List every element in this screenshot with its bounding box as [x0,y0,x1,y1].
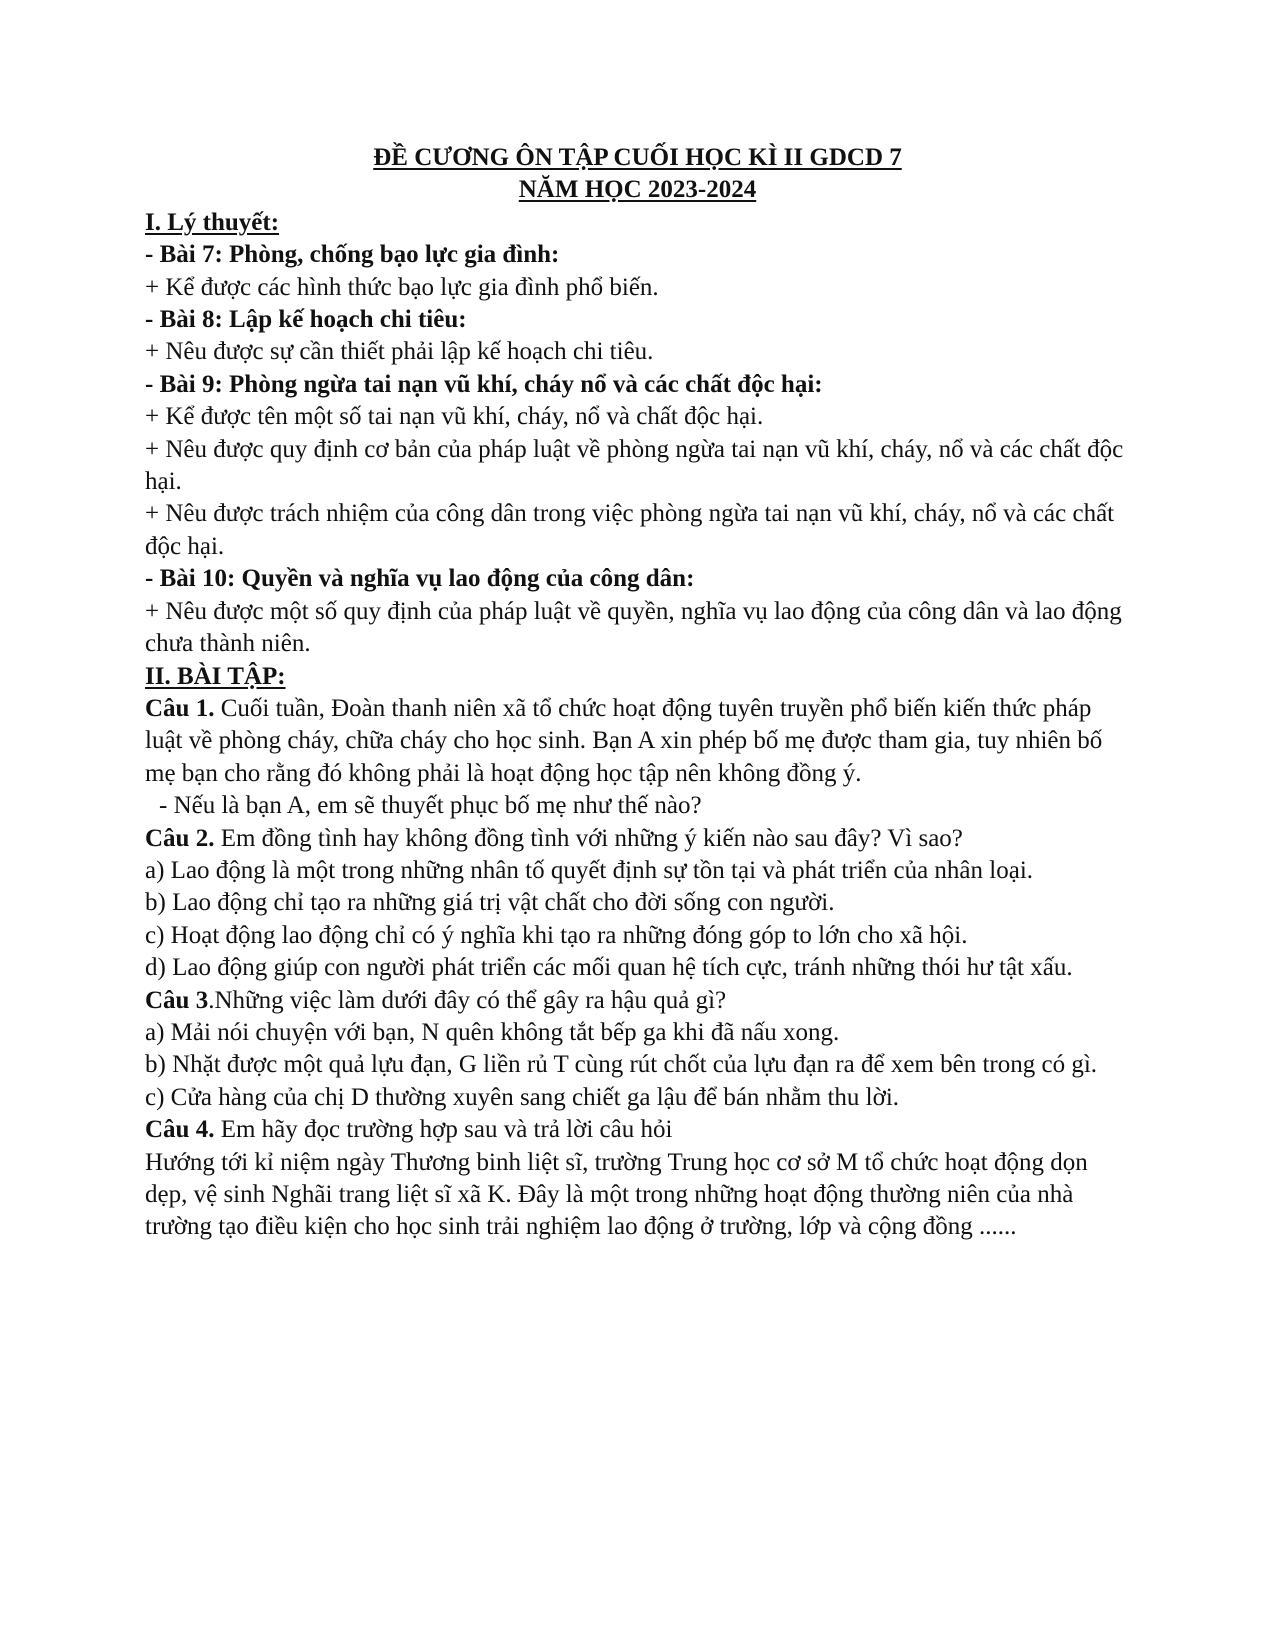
question-1-label: Câu 1. [145,694,215,722]
question-2-item-d: d) Lao động giúp con người phát triển các mối quan hệ tích cực, tránh những thói hư tật xấu. [145,954,1073,982]
lesson-8-point-1: + Nêu được sự cần thiết phải lập kế hoạch chi tiêu. [145,338,654,366]
question-2-item-b: b) Lao động chỉ tạo ra những giá trị vật chất cho đời sống con người. [145,889,835,917]
theory-heading: I. Lý thuyết: [145,208,280,236]
question-4 [145,1114,1130,1146]
question-3 [145,985,1130,1017]
lesson-10-point-1: + Nêu được một số quy định của pháp luật về quyền, nghĩa vụ lao động của công dân và lao động chưa thành niên. [145,597,1122,658]
lesson-9-point-1: + Kể được tên một số tai nạn vũ khí, cháy, nổ và chất độc hại. [145,403,764,431]
question-4-label: Câu 4. [145,1116,215,1144]
document-title-line-2: NĂM HỌC 2023-2024 [518,176,757,204]
question-1 [145,693,1130,790]
lesson-9-point-3: + Nêu được trách nhiệm của công dân trong việc phòng ngừa tai nạn vũ khí, cháy, nổ và các chất độc hại. [145,500,1115,560]
lesson-7-title: - Bài 7: Phòng, chống bạo lực gia đình: [145,241,560,269]
lesson-8-title: - Bài 8: Lập kế hoạch chi tiêu: [145,306,467,334]
question-4-passage: Hướng tới kỉ niệm ngày Thương binh liệt sĩ, trường Trung học cơ sở M tổ chức hoạt động dọn dẹp, vệ sinh Nghãi trang liệt sĩ xã K. Đây là một trong những hoạt động thường niên của nhà trường tạo điều kiện cho học sinh trải nghiệm lao động ở trường, lớp và cộng đồng ...... [145,1148,1088,1241]
question-2-item-a: a) Lao động là một trong những nhân tố quyết định sự tồn tại và phát triển của nhân loại. [145,856,1034,884]
question-1-text: Cuối tuần, Đoàn thanh niên xã tổ chức hoạt động tuyên truyền phổ biến kiến thức pháp luật về phòng cháy, chữa cháy cho học sinh. Bạn A xin phép bố mẹ được tham gia, tuy nhiên bố mẹ bạn cho rằng đó không phải là hoạt động học tập nên không đồng ý. [145,694,1103,787]
exercises-heading: II. BÀI TẬP: [145,662,286,690]
lesson-10-title: - Bài 10: Quyền và nghĩa vụ lao động của công dân: [145,565,695,593]
question-3-item-b: b) Nhặt được một quả lựu đạn, G liền rủ T cùng rút chốt của lựu đạn ra để xem bên trong có gì. [145,1051,1098,1079]
question-3-item-c: c) Cửa hàng của chị D thường xuyên sang chiết ga lậu để bán nhằm thu lời. [145,1083,900,1111]
question-2-label: Câu 2. [145,824,215,852]
lesson-9-title: - Bài 9: Phòng ngừa tai nạn vũ khí, cháy nổ và các chất độc hại: [145,370,823,398]
document-page [145,142,1130,1244]
question-4-text: Em hãy đọc trường hợp sau và trả lời câu hỏi [214,1116,673,1144]
document-title-line-1: ĐỀ CƯƠNG ÔN TẬP CUỐI HỌC KÌ II GDCD 7 [373,144,902,171]
lesson-9-point-2: + Nêu được quy định cơ bản của pháp luật về phòng ngừa tai nạn vũ khí, cháy, nổ và các chất độc hại. [145,435,1124,496]
question-2 [145,823,1130,855]
question-3-item-a: a) Mải nói chuyện với bạn, N quên không tắt bếp ga khi đã nấu xong. [145,1018,840,1046]
lesson-7-point-1: + Kể được các hình thức bạo lực gia đình phổ biến. [145,273,659,301]
question-2-item-c: c) Hoạt động lao động chỉ có ý nghĩa khi tạo ra những đóng góp to lớn cho xã hội. [145,921,968,949]
question-2-text: Em đồng tình hay không đồng tình với những ý kiến nào sau đây? Vì sao? [214,824,963,852]
question-1-sub: - Nếu là bạn A, em sẽ thuyết phục bố mẹ như thế nào? [159,792,702,820]
question-3-text: .Những việc làm dưới đây có thể gây ra hậu quả gì? [208,986,727,1014]
question-3-label: Câu 3 [145,986,209,1014]
